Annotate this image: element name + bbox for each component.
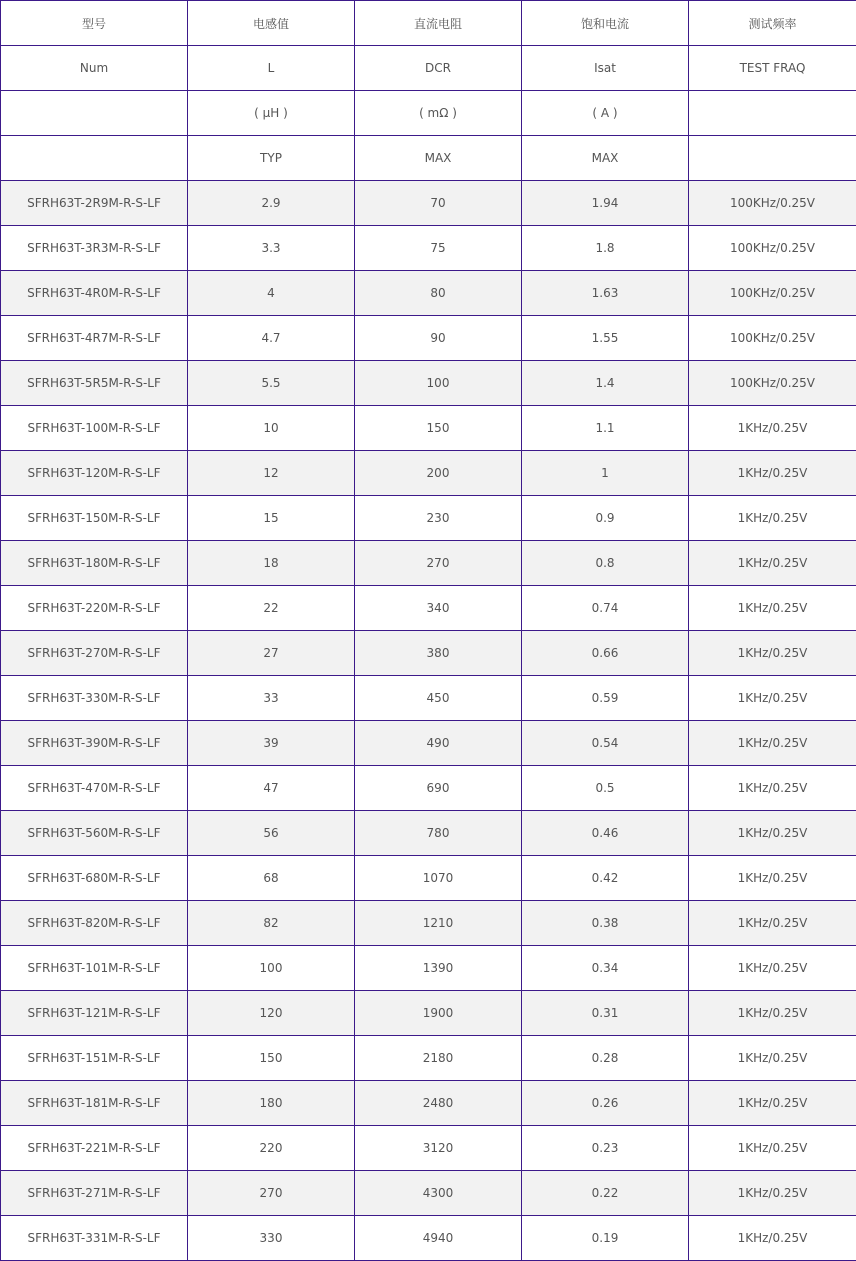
table-cell-inductance: 180: [188, 1081, 355, 1126]
table-cell-test-frequency: 100KHz/0.25V: [689, 271, 856, 316]
header-cell-test-frequency: TEST FRAQ: [689, 46, 856, 91]
table-cell-isat: 0.34: [522, 946, 689, 991]
table-cell-test-frequency: 1KHz/0.25V: [689, 586, 856, 631]
table-cell-part-number: SFRH63T-3R3M-R-S-LF: [1, 226, 188, 271]
table-cell-inductance: 3.3: [188, 226, 355, 271]
table-cell-inductance: 330: [188, 1216, 355, 1261]
table-cell-test-frequency: 1KHz/0.25V: [689, 721, 856, 766]
table-cell-test-frequency: 100KHz/0.25V: [689, 226, 856, 271]
table-cell-isat: 1.55: [522, 316, 689, 361]
table-cell-inductance: 10: [188, 406, 355, 451]
table-cell-dcr: 1390: [355, 946, 522, 991]
table-cell-part-number: SFRH63T-270M-R-S-LF: [1, 631, 188, 676]
table-cell-isat: 0.26: [522, 1081, 689, 1126]
table-cell-isat: 0.19: [522, 1216, 689, 1261]
table-row: [1, 1081, 856, 1126]
table-cell-dcr: 230: [355, 496, 522, 541]
table-cell-test-frequency: 1KHz/0.25V: [689, 1036, 856, 1081]
table-cell-part-number: SFRH63T-390M-R-S-LF: [1, 721, 188, 766]
table-cell-part-number: SFRH63T-680M-R-S-LF: [1, 856, 188, 901]
table-cell-part-number: SFRH63T-470M-R-S-LF: [1, 766, 188, 811]
table-cell-isat: 0.66: [522, 631, 689, 676]
table-cell-part-number: SFRH63T-5R5M-R-S-LF: [1, 361, 188, 406]
header-cell-inductance: ( μH ): [188, 91, 355, 136]
table-cell-inductance: 270: [188, 1171, 355, 1216]
table-cell-inductance: 5.5: [188, 361, 355, 406]
table-cell-isat: 0.9: [522, 496, 689, 541]
table-row: [1, 1171, 856, 1216]
table-cell-isat: 0.74: [522, 586, 689, 631]
table-row: [1, 316, 856, 361]
table-cell-dcr: 2480: [355, 1081, 522, 1126]
table-cell-isat: 0.54: [522, 721, 689, 766]
table-cell-inductance: 82: [188, 901, 355, 946]
table-cell-inductance: 120: [188, 991, 355, 1036]
header-cell-test-frequency: 测试频率: [689, 1, 856, 46]
table-cell-test-frequency: 1KHz/0.25V: [689, 631, 856, 676]
table-cell-dcr: 2180: [355, 1036, 522, 1081]
table-cell-test-frequency: 1KHz/0.25V: [689, 451, 856, 496]
header-row: [1, 1, 856, 46]
table-cell-test-frequency: 1KHz/0.25V: [689, 1171, 856, 1216]
table-row: [1, 541, 856, 586]
table-cell-inductance: 18: [188, 541, 355, 586]
table-row: [1, 226, 856, 271]
table-cell-part-number: SFRH63T-121M-R-S-LF: [1, 991, 188, 1036]
header-cell-dcr: DCR: [355, 46, 522, 91]
table-cell-dcr: 200: [355, 451, 522, 496]
header-cell-inductance: 电感值: [188, 1, 355, 46]
table-cell-isat: 0.5: [522, 766, 689, 811]
table-cell-part-number: SFRH63T-181M-R-S-LF: [1, 1081, 188, 1126]
table-cell-isat: 1.63: [522, 271, 689, 316]
table-row: [1, 856, 856, 901]
table-cell-dcr: 70: [355, 181, 522, 226]
table-cell-isat: 0.59: [522, 676, 689, 721]
table-cell-dcr: 1210: [355, 901, 522, 946]
table-cell-inductance: 47: [188, 766, 355, 811]
table-cell-isat: 0.31: [522, 991, 689, 1036]
table-cell-part-number: SFRH63T-120M-R-S-LF: [1, 451, 188, 496]
table-cell-test-frequency: 1KHz/0.25V: [689, 946, 856, 991]
table-cell-test-frequency: 1KHz/0.25V: [689, 676, 856, 721]
header-cell-inductance: L: [188, 46, 355, 91]
table-row: [1, 1216, 856, 1261]
table-cell-inductance: 56: [188, 811, 355, 856]
table-cell-isat: 1.1: [522, 406, 689, 451]
table-cell-dcr: 75: [355, 226, 522, 271]
table-row: [1, 406, 856, 451]
table-cell-inductance: 220: [188, 1126, 355, 1171]
table-cell-part-number: SFRH63T-330M-R-S-LF: [1, 676, 188, 721]
header-cell-part-number: [1, 136, 188, 181]
table-cell-isat: 0.46: [522, 811, 689, 856]
table-cell-test-frequency: 1KHz/0.25V: [689, 1081, 856, 1126]
header-cell-test-frequency: [689, 136, 856, 181]
header-row: [1, 136, 856, 181]
table-cell-isat: 1.4: [522, 361, 689, 406]
table-cell-dcr: 100: [355, 361, 522, 406]
table-cell-isat: 1.8: [522, 226, 689, 271]
table-cell-test-frequency: 1KHz/0.25V: [689, 1216, 856, 1261]
header-cell-isat: ( A ): [522, 91, 689, 136]
table-cell-part-number: SFRH63T-4R7M-R-S-LF: [1, 316, 188, 361]
table-cell-inductance: 2.9: [188, 181, 355, 226]
table-cell-dcr: 4300: [355, 1171, 522, 1216]
table-cell-test-frequency: 1KHz/0.25V: [689, 766, 856, 811]
table-cell-dcr: 780: [355, 811, 522, 856]
table-cell-test-frequency: 1KHz/0.25V: [689, 901, 856, 946]
table-cell-isat: 0.22: [522, 1171, 689, 1216]
table-cell-part-number: SFRH63T-4R0M-R-S-LF: [1, 271, 188, 316]
table-cell-isat: 1: [522, 451, 689, 496]
table-cell-part-number: SFRH63T-180M-R-S-LF: [1, 541, 188, 586]
table-cell-test-frequency: 1KHz/0.25V: [689, 541, 856, 586]
table-cell-inductance: 22: [188, 586, 355, 631]
table-cell-isat: 0.38: [522, 901, 689, 946]
table-cell-isat: 0.23: [522, 1126, 689, 1171]
table-cell-inductance: 68: [188, 856, 355, 901]
table-cell-test-frequency: 1KHz/0.25V: [689, 1126, 856, 1171]
table-cell-part-number: SFRH63T-2R9M-R-S-LF: [1, 181, 188, 226]
table-cell-dcr: 380: [355, 631, 522, 676]
table-cell-inductance: 150: [188, 1036, 355, 1081]
header-cell-test-frequency: [689, 91, 856, 136]
table-cell-dcr: 450: [355, 676, 522, 721]
header-cell-inductance: TYP: [188, 136, 355, 181]
table-cell-dcr: 1900: [355, 991, 522, 1036]
header-cell-isat: 饱和电流: [522, 1, 689, 46]
table-cell-isat: 0.28: [522, 1036, 689, 1081]
table-cell-dcr: 270: [355, 541, 522, 586]
table-cell-dcr: 150: [355, 406, 522, 451]
table-cell-test-frequency: 1KHz/0.25V: [689, 856, 856, 901]
table-cell-part-number: SFRH63T-100M-R-S-LF: [1, 406, 188, 451]
header-cell-part-number: Num: [1, 46, 188, 91]
table-row: [1, 676, 856, 721]
table-row: [1, 811, 856, 856]
table-cell-inductance: 33: [188, 676, 355, 721]
table-cell-part-number: SFRH63T-220M-R-S-LF: [1, 586, 188, 631]
table-cell-part-number: SFRH63T-271M-R-S-LF: [1, 1171, 188, 1216]
table-cell-test-frequency: 1KHz/0.25V: [689, 496, 856, 541]
table-cell-dcr: 1070: [355, 856, 522, 901]
header-cell-dcr: ( mΩ ): [355, 91, 522, 136]
table-cell-inductance: 39: [188, 721, 355, 766]
header-cell-part-number: 型号: [1, 1, 188, 46]
table-cell-dcr: 340: [355, 586, 522, 631]
table-cell-test-frequency: 100KHz/0.25V: [689, 361, 856, 406]
table-cell-test-frequency: 100KHz/0.25V: [689, 181, 856, 226]
table-row: [1, 901, 856, 946]
table-cell-dcr: 80: [355, 271, 522, 316]
table-cell-dcr: 90: [355, 316, 522, 361]
table-row: [1, 1126, 856, 1171]
table-cell-part-number: SFRH63T-150M-R-S-LF: [1, 496, 188, 541]
header-row: [1, 46, 856, 91]
table-row: [1, 1036, 856, 1081]
table-cell-test-frequency: 1KHz/0.25V: [689, 811, 856, 856]
table-row: [1, 721, 856, 766]
table-cell-part-number: SFRH63T-820M-R-S-LF: [1, 901, 188, 946]
table-cell-inductance: 4.7: [188, 316, 355, 361]
table-cell-inductance: 27: [188, 631, 355, 676]
table-row: [1, 451, 856, 496]
table-cell-inductance: 4: [188, 271, 355, 316]
table-cell-isat: 0.8: [522, 541, 689, 586]
table-cell-inductance: 100: [188, 946, 355, 991]
table-row: [1, 946, 856, 991]
header-row: [1, 91, 856, 136]
table-cell-dcr: 690: [355, 766, 522, 811]
table-cell-test-frequency: 1KHz/0.25V: [689, 406, 856, 451]
header-cell-part-number: [1, 91, 188, 136]
header-cell-isat: Isat: [522, 46, 689, 91]
header-cell-dcr: 直流电阻: [355, 1, 522, 46]
table-cell-isat: 1.94: [522, 181, 689, 226]
table-cell-part-number: SFRH63T-151M-R-S-LF: [1, 1036, 188, 1081]
table-cell-isat: 0.42: [522, 856, 689, 901]
header-cell-isat: MAX: [522, 136, 689, 181]
table-cell-test-frequency: 1KHz/0.25V: [689, 991, 856, 1036]
spec-table-body: [1, 1, 856, 1261]
table-row: [1, 361, 856, 406]
table-row: [1, 181, 856, 226]
table-cell-part-number: SFRH63T-331M-R-S-LF: [1, 1216, 188, 1261]
table-cell-part-number: SFRH63T-221M-R-S-LF: [1, 1126, 188, 1171]
table-row: [1, 496, 856, 541]
table-cell-part-number: SFRH63T-560M-R-S-LF: [1, 811, 188, 856]
table-row: [1, 586, 856, 631]
table-cell-dcr: 3120: [355, 1126, 522, 1171]
table-row: [1, 631, 856, 676]
table-cell-test-frequency: 100KHz/0.25V: [689, 316, 856, 361]
table-cell-dcr: 490: [355, 721, 522, 766]
table-row: [1, 766, 856, 811]
table-row: [1, 271, 856, 316]
table-cell-part-number: SFRH63T-101M-R-S-LF: [1, 946, 188, 991]
table-cell-inductance: 15: [188, 496, 355, 541]
header-cell-dcr: MAX: [355, 136, 522, 181]
table-row: [1, 991, 856, 1036]
table-cell-inductance: 12: [188, 451, 355, 496]
table-cell-dcr: 4940: [355, 1216, 522, 1261]
